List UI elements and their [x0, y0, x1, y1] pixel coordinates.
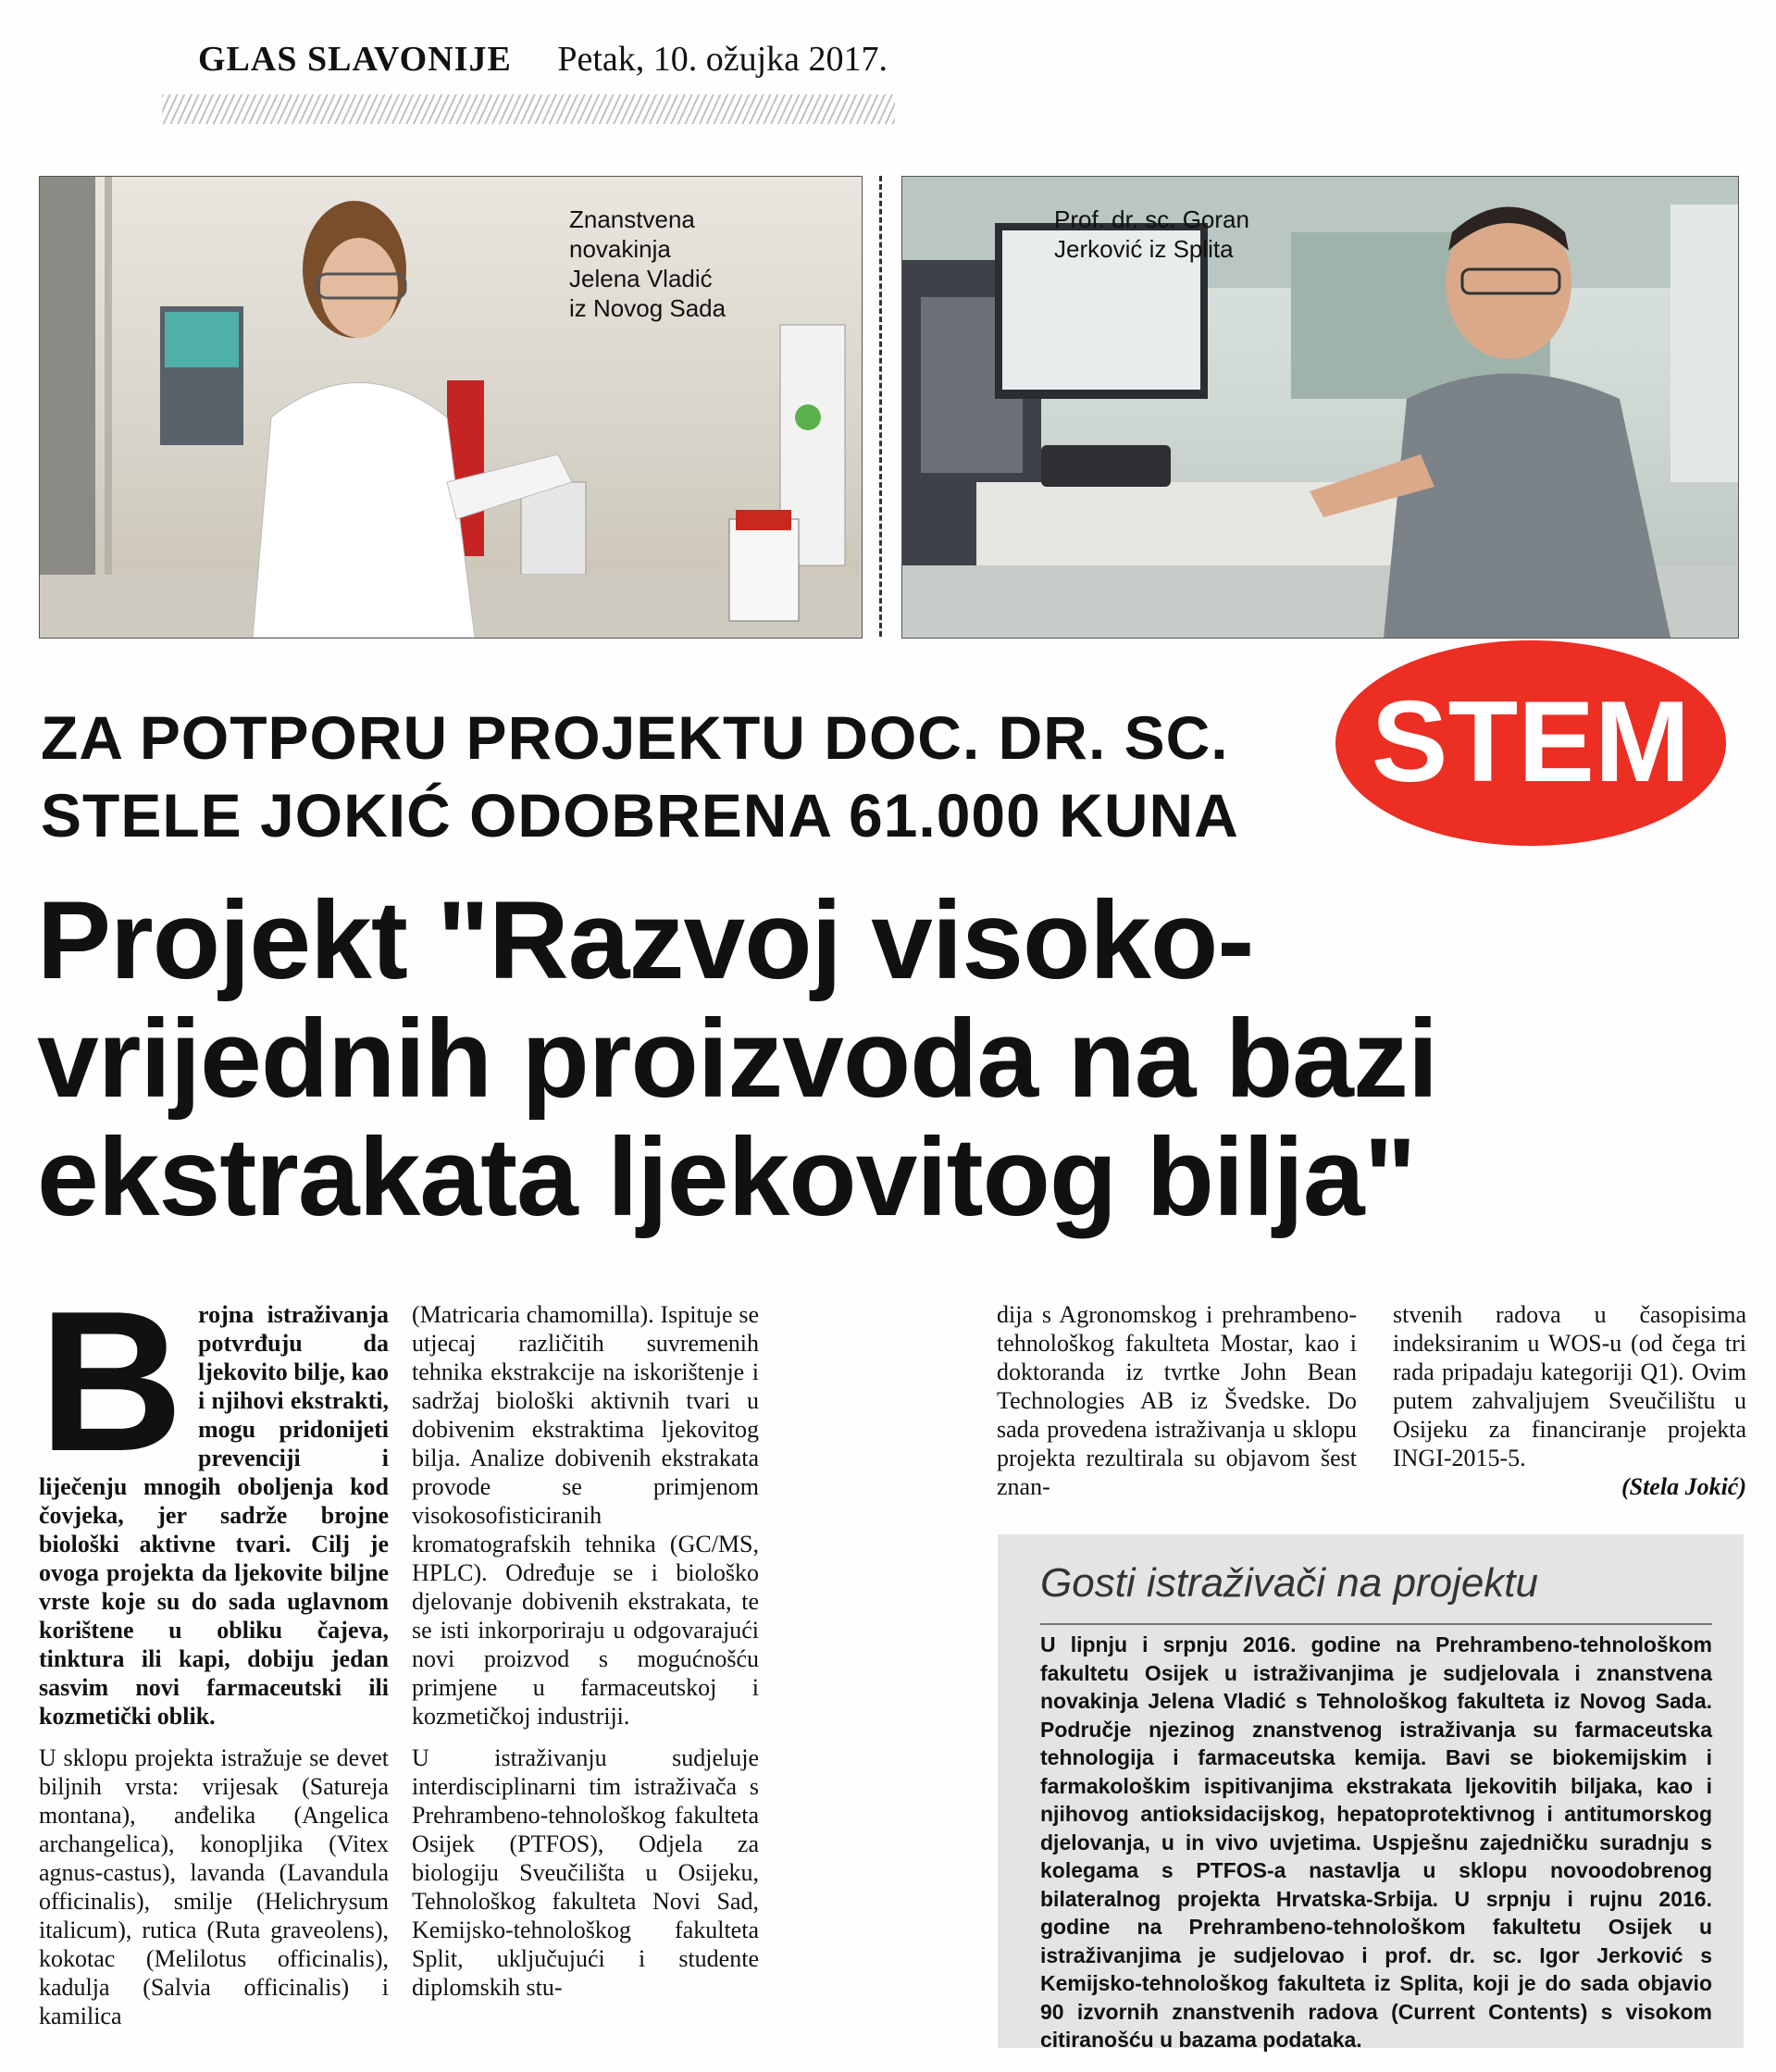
- article-lead: [39, 1269, 389, 1731]
- lead-text: rojna istraživanja potvrđuju da ljekovito bilje, kao i njihovi ekstrakti, mogu pridonijeti prevenciji i liječenju mnogih oboljenja kod čovjeka, jer sadrže brojne biološki aktivne tvari. Cilj je ovoga projekta da ljekovite biljne vrste koje su do sada uglavnom korištene u obliku čajeva, tinktura ili kapi, dobiju jedan sasvim novi farmaceutski ili kozmetički oblik.: [39, 1301, 389, 1730]
- sidebar-body: U lipnju i srpnju 2016. godine na Prehrambeno-tehnološkom fakultetu Osijek u istraživanjima je sudjelovala i znanstvena novakinja Jelena Vladić s Tehnološkog fakulteta iz Novog Sada. Područje njezinog znanstvenog istraživanja su farmaceutska tehnologija i farmaceutska kemija. Bavi se biokemijskim i farmakološkim ispitivanjima ekstrakata ljekovitih biljaka, kao i njihovog antioksidacijskog, hepatoprotektivnog i antitumorskog djelovanja, u in vivo uvjetima. Uspješnu zajedničku suradnju s kolegama s PTFOS-a nastavlja u sklopu novoodobrenog bilateralnog projekta Hrvatska-Srbija. U srpnju i rujnu 2016. godine na Prehrambeno-tehnološkom fakultetu Osijek u istraživanjima je sudjelovao i prof. dr. sc. Igor Jerković s Kemijsko-tehnološkog fakulteta iz Splita, koji je do sada objavio 90 izvornih znanstvenih radova (Current Contents) s visokom citiranošću u bazama podataka.: [1040, 1632, 1712, 2052]
- sidebar-rule: [1040, 1623, 1712, 1625]
- photo-caption-1: [569, 205, 726, 323]
- stem-badge: [1335, 640, 1726, 846]
- issue-date: Petak, 10. ožujka 2017.: [557, 40, 888, 79]
- drop-cap: B: [39, 1269, 183, 1493]
- caption-line: novakinja: [569, 235, 671, 263]
- column-divider: [879, 176, 882, 637]
- article-column-3: [997, 1300, 1357, 1514]
- kicker-line: STELE JOKIĆ ODOBRENA 61.000 KUNA: [41, 781, 1239, 850]
- kicker-headline: [41, 699, 1336, 854]
- office-scene-illustration: [902, 177, 1738, 638]
- headline-line: Projekt "Razvoj visoko-: [37, 878, 1254, 1002]
- photo-goran-jerkovic: [901, 176, 1739, 639]
- article-paragraph: U sklopu projekta istražuje se devet biljnih vrsta: vrijesak (Satureja montana), anđelika (Angelica archangelica), konopljika (Vitex agnus-castus), lavanda (Lavandula officinalis), smilje (Helichrysum italicum), rutica (Ruta graveolens), kokotac (Melilotus officinalis), kadulja (Salvia officinalis) i kamilica: [39, 1744, 389, 2029]
- masthead: [198, 39, 888, 80]
- kicker-line: ZA POTPORU PROJEKTU DOC. DR. SC.: [41, 703, 1229, 772]
- caption-line: Prof. dr. sc. Goran: [1054, 205, 1249, 233]
- article-paragraph: (Matricaria chamomilla). Ispituje se utjecaj različitih suvremenih tehnika ekstrakcije na iskorištenje i sadržaj biološki aktivnih tvari u dobivenim ekstraktima ljekovitog bilja. Analize dobivenih ekstrakata provode se primjenom visokosofisticiranih kromatografskih tehnika (GC/MS, HPLC). Određuje se i biološko djelovanje dobivenih ekstrakata, te se isti inkorporiraju u odgovarajući novi proizvod s mogućnošću primjene u farmaceutskoj i kozmetičkoj industriji.: [412, 1301, 759, 1730]
- caption-line: Jelena Vladić: [569, 265, 713, 292]
- article-paragraph: stvenih radova u časopisima indeksiranim u WOS-u (od čega tri rada pripadaju kategoriji Q1). Ovim putem zahvaljujem Sveučilištu u Osijeku za financiranje projekta INGI-2015-5.: [1393, 1301, 1746, 1471]
- photo-jelena-vladic: [39, 176, 863, 639]
- lab-scene-illustration: [40, 177, 862, 638]
- article-paragraph: U istraživanju sudjeluje interdisciplinarni tim istraživača s Prehrambeno-tehnološkog fakulteta Osijek (PTFOS), Odjela za biologiju Sveučilišta u Osijeku, Tehnološkog fakulteta Novi Sad, Kemijsko-tehnološkog fakulteta Split, uključujući i studente diplomskih stu-: [412, 1744, 759, 2001]
- stem-badge-label: STEM: [1371, 678, 1691, 806]
- photo-caption-2: [1054, 205, 1249, 264]
- article-column-4: [1393, 1300, 1746, 1501]
- caption-line: Jerković iz Splita: [1054, 235, 1234, 263]
- decorative-hatch: [162, 94, 895, 124]
- article-column-2: [412, 1300, 759, 2015]
- author-signature: (Stela Jokić): [1621, 1473, 1746, 1500]
- sidebar-box: [998, 1534, 1744, 2052]
- article-column-1: [39, 1269, 389, 2043]
- headline-line: ekstrakata ljekovitog bilja": [37, 1115, 1416, 1239]
- caption-line: iz Novog Sada: [569, 294, 727, 322]
- sidebar-title: Gosti istraživači na projektu: [1040, 1560, 1538, 1606]
- article-paragraph: dija s Agronomskog i prehrambeno-tehnološkog fakulteta Mostar, kao i doktoranda iz tvrtke John Bean Technologies AB iz Švedske. Do sada provedena istraživanja u sklopu projekta rezultirala su objavom šest znan-: [997, 1301, 1357, 1500]
- main-headline: [37, 878, 1758, 1239]
- caption-line: Znanstvena: [569, 205, 695, 233]
- headline-line: vrijednih proizvoda na bazi: [37, 997, 1438, 1121]
- newspaper-name: GLAS SLAVONIJE: [198, 40, 512, 79]
